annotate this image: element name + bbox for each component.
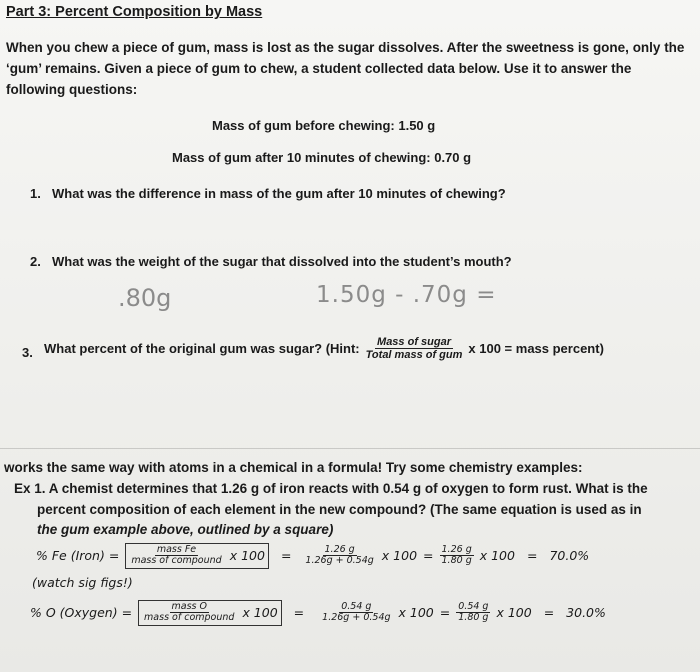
example-1-line-2: percent composition of each element in the new compound? (The same equation is used as in: [37, 502, 642, 517]
fe-result: 70.0%: [549, 548, 590, 564]
hint-numerator: Mass of sugar: [377, 336, 451, 348]
o-box-fraction: [142, 602, 236, 624]
fe-equals-1: =: [280, 548, 292, 564]
section-title: Part 3: Percent Composition by Mass: [6, 4, 263, 20]
sig-figs-note: (watch sig figs!): [32, 575, 133, 590]
o-equals-2: =: [439, 605, 451, 621]
question-2-text: What was the weight of the sugar that dissolved into the student’s mouth?: [52, 254, 512, 269]
question-3-text-after: x 100 = mass percent): [468, 341, 604, 357]
o-fraction-2-denominator: 1.80 g: [458, 612, 489, 624]
fe-box-fraction: [129, 545, 223, 567]
fe-box-denominator: mass of compound: [131, 555, 222, 567]
fe-fraction-1-numerator: 1.26 g: [324, 544, 355, 555]
intro-line-3: following questions:: [6, 82, 138, 97]
question-2-number: 2.: [30, 254, 41, 269]
mass-before-text: Mass of gum before chewing: 1.50 g: [212, 118, 436, 133]
fe-equals-2: =: [423, 548, 434, 564]
fe-fraction-1: [303, 545, 375, 567]
fe-times: x 100: [229, 548, 265, 564]
o-fraction-1: [320, 602, 392, 624]
fe-fraction-2: [440, 545, 474, 567]
o-label: % O (Oxygen) =: [30, 605, 133, 621]
fe-times-3: x 100: [479, 548, 515, 564]
fe-label: % Fe (Iron) =: [36, 548, 120, 564]
hint-fraction: [364, 336, 465, 361]
fe-equation: [36, 543, 589, 569]
o-equals-1: =: [293, 605, 305, 621]
works-line: works the same way with atoms in a chemical in a formula! Try some chemistry examples:: [4, 460, 583, 475]
fe-times-2: x 100: [381, 548, 418, 564]
o-box-numerator: mass O: [171, 601, 207, 612]
o-equals-3: =: [543, 605, 555, 621]
o-box-denominator: mass of compound: [144, 612, 235, 624]
pencil-calculation: 1.50g - .70g =: [316, 282, 497, 308]
fe-fraction-2-denominator: 1.80 g: [441, 555, 472, 567]
o-times-2: x 100: [398, 605, 434, 621]
intro-line-1: When you chew a piece of gum, mass is lost as the sugar dissolves. After the sweetness is gone, only the: [6, 40, 685, 55]
fe-equals-3: =: [526, 548, 538, 564]
question-1-number: 1.: [30, 186, 41, 201]
divider: [0, 448, 700, 449]
fe-fraction-2-numerator: 1.26 g: [441, 544, 472, 555]
question-3: [44, 336, 604, 361]
question-3-number: 3.: [22, 345, 33, 360]
example-1-line-3: the gum example above, outlined by a square): [37, 522, 334, 537]
hint-denominator: Total mass of gum: [365, 349, 463, 362]
o-equation: [30, 600, 606, 626]
o-fraction-1-denominator: 1.26g + 0.54g: [322, 612, 391, 624]
o-result: 30.0%: [566, 605, 606, 621]
o-fraction-1-numerator: 0.54 g: [341, 601, 372, 612]
o-boxed-formula: [138, 600, 282, 626]
o-fraction-2-numerator: 0.54 g: [458, 601, 489, 612]
fe-fraction-1-denominator: 1.26g + 0.54g: [305, 555, 374, 567]
fe-boxed-formula: [125, 543, 269, 569]
intro-line-2: ‘gum’ remains. Given a piece of gum to chew, a student collected data below. Use it to answer the: [6, 61, 632, 76]
pencil-answer: .80g: [118, 284, 172, 312]
example-1-line-1: Ex 1. A chemist determines that 1.26 g of iron reacts with 0.54 g of oxygen to form rust. What is the: [14, 481, 648, 496]
o-times-3: x 100: [496, 605, 532, 621]
fe-box-numerator: mass Fe: [156, 544, 197, 555]
question-3-text: What percent of the original gum was sugar? (Hint:: [44, 341, 360, 357]
o-fraction-2: [456, 602, 490, 624]
question-1-text: What was the difference in mass of the gum after 10 minutes of chewing?: [52, 186, 506, 201]
mass-after-text: Mass of gum after 10 minutes of chewing: 0.70 g: [172, 150, 472, 165]
o-times: x 100: [242, 605, 278, 621]
